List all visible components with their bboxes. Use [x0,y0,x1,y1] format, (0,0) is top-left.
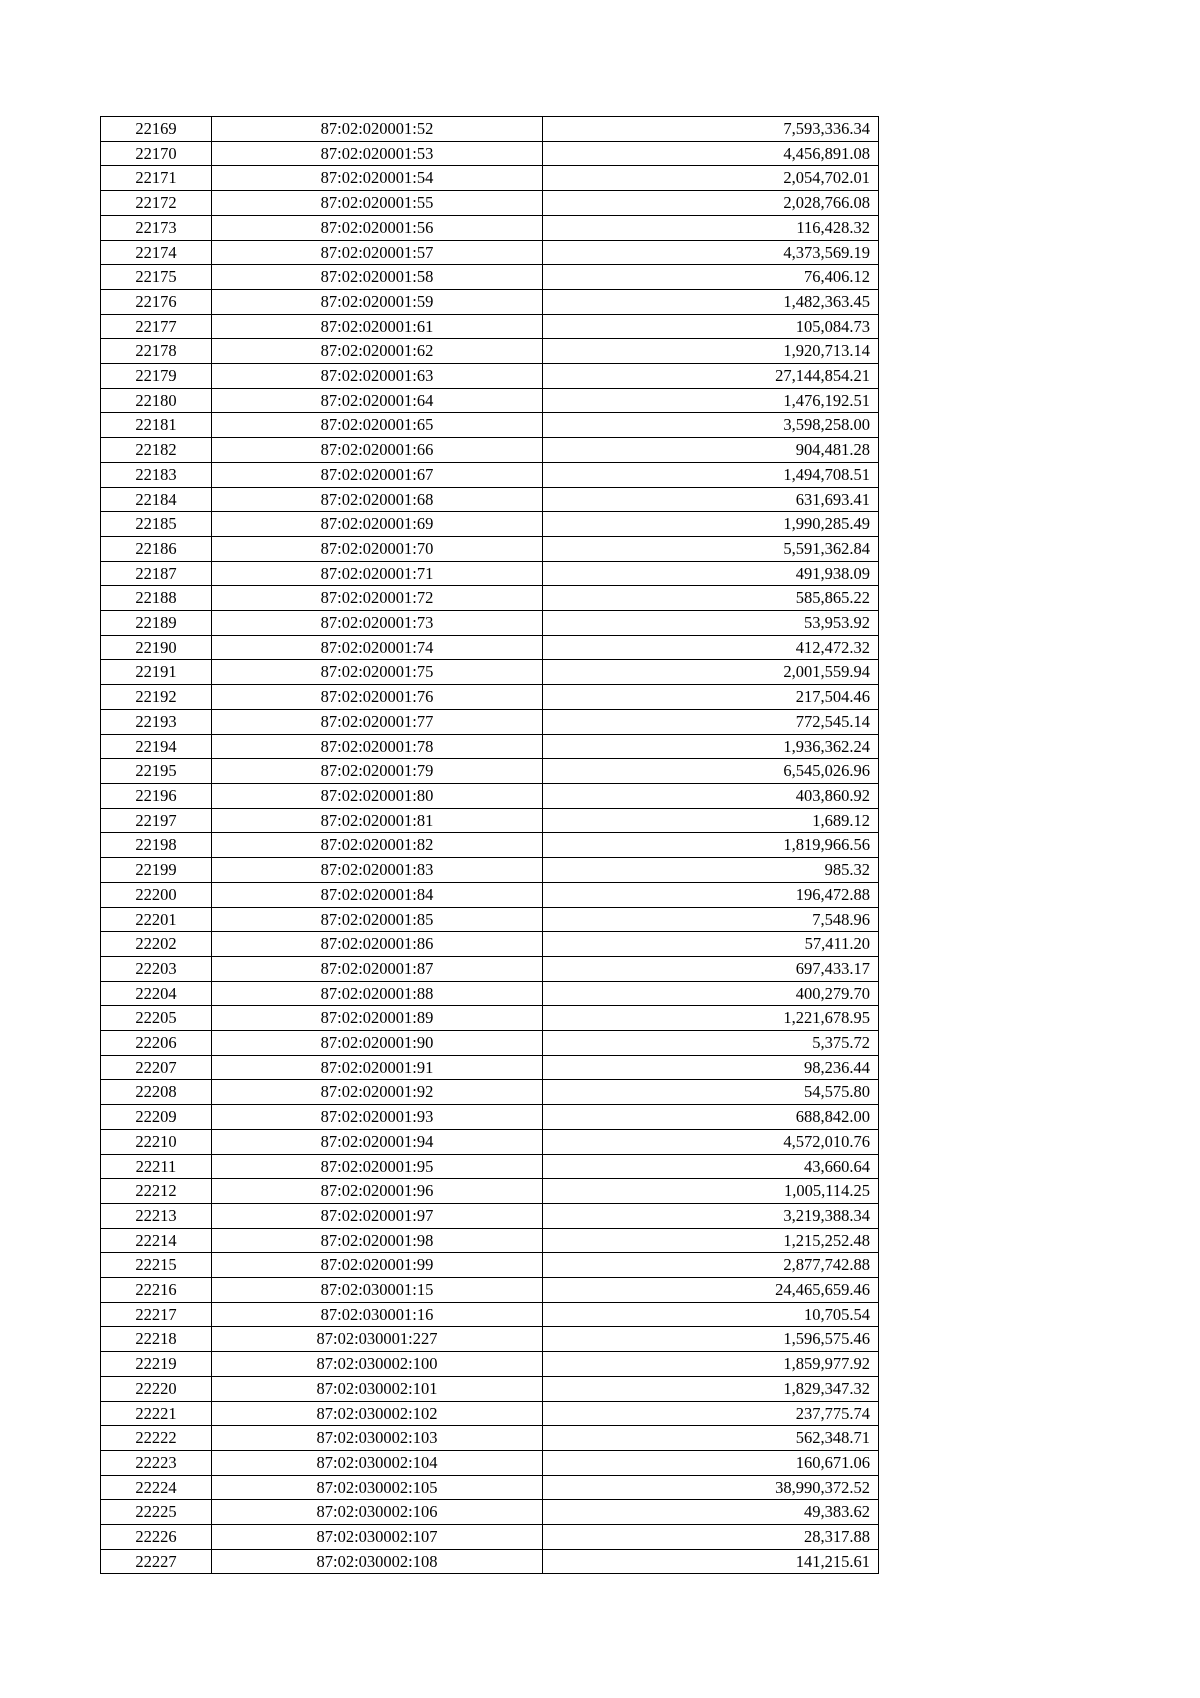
cadastral-value-cell: 2,877,742.88 [543,1253,879,1278]
cadastral-value-cell: 53,953.92 [543,611,879,636]
row-number-cell: 22177 [101,314,212,339]
row-number-cell: 22213 [101,1203,212,1228]
cadastral-value-cell: 54,575.80 [543,1080,879,1105]
cadastral-value-cell: 141,215.61 [543,1549,879,1574]
cadastral-number-cell: 87:02:030002:107 [212,1525,543,1550]
cadastral-value-cell: 985.32 [543,858,879,883]
cadastral-value-cell: 5,591,362.84 [543,536,879,561]
table-row [101,1525,879,1550]
cadastral-number-cell: 87:02:020001:53 [212,141,543,166]
table-row [101,1031,879,1056]
row-number-cell: 22170 [101,141,212,166]
table-row [101,1500,879,1525]
cadastral-value-cell: 1,215,252.48 [543,1228,879,1253]
table-row [101,561,879,586]
cadastral-number-cell: 87:02:020001:65 [212,413,543,438]
table-row [101,388,879,413]
cadastral-value-cell: 1,221,678.95 [543,1006,879,1031]
table-row [101,1129,879,1154]
cadastral-value-cell: 4,572,010.76 [543,1129,879,1154]
table-row [101,1352,879,1377]
row-number-cell: 22202 [101,932,212,957]
table-row [101,1105,879,1130]
cadastral-number-cell: 87:02:030002:102 [212,1401,543,1426]
cadastral-number-cell: 87:02:020001:59 [212,289,543,314]
cadastral-value-cell: 5,375.72 [543,1031,879,1056]
row-number-cell: 22184 [101,487,212,512]
cadastral-value-cell: 904,481.28 [543,438,879,463]
cadastral-number-cell: 87:02:020001:83 [212,858,543,883]
row-number-cell: 22214 [101,1228,212,1253]
cadastral-value-cell: 772,545.14 [543,709,879,734]
row-number-cell: 22216 [101,1278,212,1303]
table-row [101,808,879,833]
cadastral-value-cell: 403,860.92 [543,783,879,808]
row-number-cell: 22180 [101,388,212,413]
row-number-cell: 22179 [101,364,212,389]
cadastral-number-cell: 87:02:020001:78 [212,734,543,759]
table-row [101,191,879,216]
cadastral-number-cell: 87:02:020001:96 [212,1179,543,1204]
row-number-cell: 22217 [101,1302,212,1327]
row-number-cell: 22198 [101,833,212,858]
cadastral-number-cell: 87:02:020001:98 [212,1228,543,1253]
table-row [101,1302,879,1327]
table-row [101,635,879,660]
cadastral-value-cell: 1,689.12 [543,808,879,833]
table-row [101,141,879,166]
row-number-cell: 22211 [101,1154,212,1179]
cadastral-number-cell: 87:02:020001:88 [212,981,543,1006]
row-number-cell: 22220 [101,1376,212,1401]
row-number-cell: 22206 [101,1031,212,1056]
cadastral-value-cell: 7,593,336.34 [543,117,879,142]
cadastral-number-cell: 87:02:030001:16 [212,1302,543,1327]
cadastral-value-table [100,116,879,1574]
cadastral-value-cell: 28,317.88 [543,1525,879,1550]
row-number-cell: 22190 [101,635,212,660]
cadastral-number-cell: 87:02:020001:64 [212,388,543,413]
cadastral-value-cell: 3,598,258.00 [543,413,879,438]
cadastral-value-cell: 1,819,966.56 [543,833,879,858]
table-row [101,215,879,240]
cadastral-number-cell: 87:02:030002:104 [212,1450,543,1475]
cadastral-number-cell: 87:02:020001:86 [212,932,543,957]
cadastral-number-cell: 87:02:020001:58 [212,265,543,290]
cadastral-number-cell: 87:02:030002:103 [212,1426,543,1451]
table-row [101,981,879,1006]
row-number-cell: 22188 [101,586,212,611]
row-number-cell: 22187 [101,561,212,586]
cadastral-value-cell: 196,472.88 [543,882,879,907]
table-row [101,1475,879,1500]
table-row [101,487,879,512]
row-number-cell: 22203 [101,956,212,981]
cadastral-number-cell: 87:02:020001:52 [212,117,543,142]
cadastral-number-cell: 87:02:020001:90 [212,1031,543,1056]
table-row [101,734,879,759]
cadastral-value-cell: 10,705.54 [543,1302,879,1327]
cadastral-value-cell: 57,411.20 [543,932,879,957]
cadastral-value-cell: 1,596,575.46 [543,1327,879,1352]
row-number-cell: 22181 [101,413,212,438]
row-number-cell: 22200 [101,882,212,907]
cadastral-number-cell: 87:02:020001:94 [212,1129,543,1154]
cadastral-number-cell: 87:02:020001:56 [212,215,543,240]
cadastral-value-cell: 24,465,659.46 [543,1278,879,1303]
row-number-cell: 22221 [101,1401,212,1426]
cadastral-value-cell: 98,236.44 [543,1055,879,1080]
cadastral-value-cell: 76,406.12 [543,265,879,290]
cadastral-number-cell: 87:02:020001:73 [212,611,543,636]
cadastral-number-cell: 87:02:020001:91 [212,1055,543,1080]
cadastral-number-cell: 87:02:020001:75 [212,660,543,685]
cadastral-value-cell: 237,775.74 [543,1401,879,1426]
cadastral-number-cell: 87:02:020001:72 [212,586,543,611]
cadastral-value-cell: 7,548.96 [543,907,879,932]
row-number-cell: 22212 [101,1179,212,1204]
cadastral-value-cell: 49,383.62 [543,1500,879,1525]
table-row [101,536,879,561]
cadastral-number-cell: 87:02:020001:63 [212,364,543,389]
row-number-cell: 22173 [101,215,212,240]
cadastral-value-cell: 3,219,388.34 [543,1203,879,1228]
row-number-cell: 22196 [101,783,212,808]
row-number-cell: 22191 [101,660,212,685]
cadastral-number-cell: 87:02:020001:54 [212,166,543,191]
table-row [101,314,879,339]
table-row [101,166,879,191]
table-row [101,932,879,957]
table-row [101,882,879,907]
row-number-cell: 22201 [101,907,212,932]
cadastral-value-cell: 43,660.64 [543,1154,879,1179]
table-row [101,709,879,734]
cadastral-value-cell: 27,144,854.21 [543,364,879,389]
cadastral-value-cell: 2,054,702.01 [543,166,879,191]
row-number-cell: 22176 [101,289,212,314]
row-number-cell: 22223 [101,1450,212,1475]
cadastral-number-cell: 87:02:020001:68 [212,487,543,512]
cadastral-number-cell: 87:02:020001:81 [212,808,543,833]
table-row [101,956,879,981]
cadastral-number-cell: 87:02:020001:97 [212,1203,543,1228]
cadastral-number-cell: 87:02:020001:82 [212,833,543,858]
cadastral-number-cell: 87:02:020001:55 [212,191,543,216]
row-number-cell: 22174 [101,240,212,265]
cadastral-value-cell: 1,920,713.14 [543,339,879,364]
row-number-cell: 22178 [101,339,212,364]
row-number-cell: 22208 [101,1080,212,1105]
cadastral-value-cell: 4,373,569.19 [543,240,879,265]
row-number-cell: 22182 [101,438,212,463]
row-number-cell: 22185 [101,512,212,537]
table-row [101,907,879,932]
table-row [101,1376,879,1401]
cadastral-value-cell: 400,279.70 [543,981,879,1006]
table-row [101,660,879,685]
table-row [101,1327,879,1352]
cadastral-number-cell: 87:02:020001:79 [212,759,543,784]
cadastral-value-cell: 1,482,363.45 [543,289,879,314]
cadastral-number-cell: 87:02:020001:76 [212,685,543,710]
table-row [101,462,879,487]
table-row [101,1006,879,1031]
cadastral-value-cell: 2,028,766.08 [543,191,879,216]
cadastral-number-cell: 87:02:020001:95 [212,1154,543,1179]
table-row [101,1055,879,1080]
cadastral-value-cell: 160,671.06 [543,1450,879,1475]
table-row [101,289,879,314]
cadastral-number-cell: 87:02:020001:87 [212,956,543,981]
cadastral-number-cell: 87:02:020001:89 [212,1006,543,1031]
row-number-cell: 22197 [101,808,212,833]
row-number-cell: 22224 [101,1475,212,1500]
cadastral-value-cell: 1,936,362.24 [543,734,879,759]
table-row [101,858,879,883]
cadastral-number-cell: 87:02:020001:74 [212,635,543,660]
table-row [101,339,879,364]
row-number-cell: 22194 [101,734,212,759]
cadastral-value-cell: 38,990,372.52 [543,1475,879,1500]
row-number-cell: 22172 [101,191,212,216]
cadastral-value-cell: 116,428.32 [543,215,879,240]
table-body [101,117,879,1574]
table-row [101,1401,879,1426]
cadastral-value-cell: 491,938.09 [543,561,879,586]
cadastral-number-cell: 87:02:020001:80 [212,783,543,808]
table-row [101,240,879,265]
table-row [101,1154,879,1179]
table-row [101,685,879,710]
table-row [101,1426,879,1451]
cadastral-number-cell: 87:02:020001:92 [212,1080,543,1105]
cadastral-number-cell: 87:02:030002:100 [212,1352,543,1377]
row-number-cell: 22171 [101,166,212,191]
table-row [101,117,879,142]
table-row [101,1080,879,1105]
table-row [101,512,879,537]
cadastral-value-cell: 2,001,559.94 [543,660,879,685]
cadastral-number-cell: 87:02:020001:66 [212,438,543,463]
cadastral-value-cell: 562,348.71 [543,1426,879,1451]
cadastral-number-cell: 87:02:020001:77 [212,709,543,734]
row-number-cell: 22219 [101,1352,212,1377]
cadastral-number-cell: 87:02:020001:99 [212,1253,543,1278]
cadastral-number-cell: 87:02:020001:93 [212,1105,543,1130]
row-number-cell: 22199 [101,858,212,883]
cadastral-value-cell: 1,990,285.49 [543,512,879,537]
cadastral-number-cell: 87:02:020001:70 [212,536,543,561]
cadastral-number-cell: 87:02:030001:15 [212,1278,543,1303]
cadastral-number-cell: 87:02:030002:101 [212,1376,543,1401]
cadastral-number-cell: 87:02:030002:106 [212,1500,543,1525]
cadastral-number-cell: 87:02:020001:61 [212,314,543,339]
cadastral-number-cell: 87:02:020001:57 [212,240,543,265]
table-row [101,265,879,290]
table-row [101,1450,879,1475]
table-row [101,611,879,636]
cadastral-number-cell: 87:02:020001:69 [212,512,543,537]
cadastral-number-cell: 87:02:030002:108 [212,1549,543,1574]
table-row [101,783,879,808]
cadastral-value-cell: 1,859,977.92 [543,1352,879,1377]
row-number-cell: 22195 [101,759,212,784]
row-number-cell: 22186 [101,536,212,561]
cadastral-value-cell: 1,829,347.32 [543,1376,879,1401]
cadastral-value-cell: 1,494,708.51 [543,462,879,487]
cadastral-value-cell: 631,693.41 [543,487,879,512]
row-number-cell: 22215 [101,1253,212,1278]
row-number-cell: 22227 [101,1549,212,1574]
row-number-cell: 22222 [101,1426,212,1451]
table-row [101,1278,879,1303]
cadastral-number-cell: 87:02:020001:84 [212,882,543,907]
row-number-cell: 22226 [101,1525,212,1550]
row-number-cell: 22204 [101,981,212,1006]
table-row [101,586,879,611]
row-number-cell: 22189 [101,611,212,636]
table-row [101,759,879,784]
cadastral-number-cell: 87:02:020001:85 [212,907,543,932]
table-row [101,364,879,389]
cadastral-value-cell: 4,456,891.08 [543,141,879,166]
row-number-cell: 22193 [101,709,212,734]
cadastral-value-cell: 688,842.00 [543,1105,879,1130]
table-row [101,833,879,858]
cadastral-value-cell: 1,005,114.25 [543,1179,879,1204]
cadastral-value-cell: 697,433.17 [543,956,879,981]
cadastral-value-cell: 6,545,026.96 [543,759,879,784]
table-row [101,1253,879,1278]
row-number-cell: 22169 [101,117,212,142]
cadastral-number-cell: 87:02:020001:71 [212,561,543,586]
cadastral-number-cell: 87:02:020001:67 [212,462,543,487]
cadastral-value-cell: 105,084.73 [543,314,879,339]
cadastral-value-cell: 217,504.46 [543,685,879,710]
cadastral-number-cell: 87:02:030001:227 [212,1327,543,1352]
row-number-cell: 22192 [101,685,212,710]
table-row [101,413,879,438]
row-number-cell: 22218 [101,1327,212,1352]
row-number-cell: 22205 [101,1006,212,1031]
cadastral-value-cell: 585,865.22 [543,586,879,611]
table-row [101,1228,879,1253]
table-row [101,1179,879,1204]
cadastral-value-cell: 1,476,192.51 [543,388,879,413]
table-row [101,1203,879,1228]
row-number-cell: 22207 [101,1055,212,1080]
cadastral-number-cell: 87:02:020001:62 [212,339,543,364]
row-number-cell: 22183 [101,462,212,487]
table-row [101,438,879,463]
table-row [101,1549,879,1574]
cadastral-value-cell: 412,472.32 [543,635,879,660]
row-number-cell: 22209 [101,1105,212,1130]
cadastral-number-cell: 87:02:030002:105 [212,1475,543,1500]
row-number-cell: 22225 [101,1500,212,1525]
row-number-cell: 22175 [101,265,212,290]
row-number-cell: 22210 [101,1129,212,1154]
